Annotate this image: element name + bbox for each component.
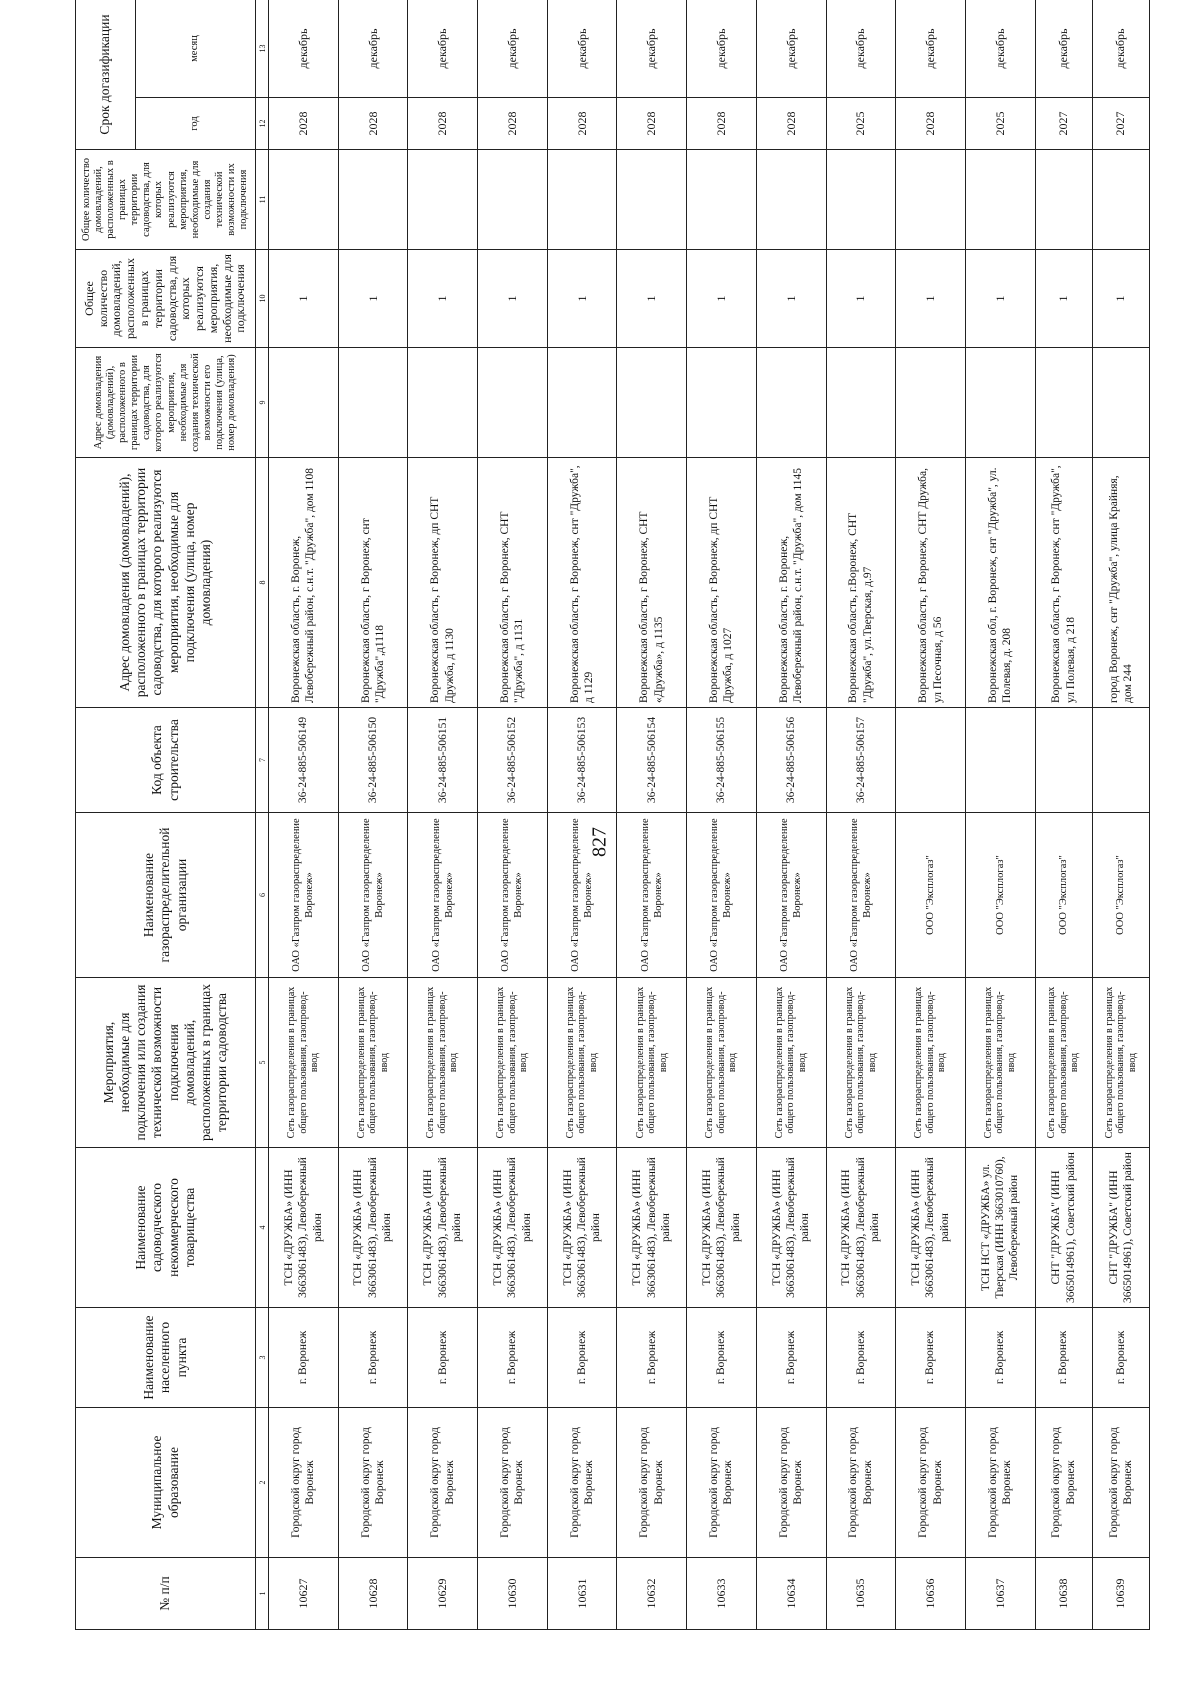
header-month: месяц bbox=[136, 0, 256, 98]
row-number: 10631 bbox=[547, 1558, 617, 1630]
month-cell: декабрь bbox=[896, 0, 966, 98]
count-connect-cell: 1 bbox=[896, 250, 966, 348]
object-code-cell bbox=[1035, 708, 1092, 813]
row-number: 10633 bbox=[687, 1558, 757, 1630]
table-row bbox=[269, 0, 339, 1630]
settlement-cell: г. Воронеж bbox=[896, 1308, 966, 1408]
gas-org-cell: ОАО «Газпром газораспределение Воронеж» bbox=[826, 813, 896, 978]
count-tech-cell bbox=[1035, 150, 1092, 250]
column-index-cell: 5 bbox=[256, 978, 269, 1148]
address-tech-cell bbox=[1092, 348, 1149, 458]
address-cell: Воронежская область, г. Воронеж, Левобережный район, с.н.т. "Дружба", дом 1145 bbox=[756, 458, 826, 708]
gas-org-cell: ООО "Эксплогаз" bbox=[965, 813, 1035, 978]
column-index-cell: 3 bbox=[256, 1308, 269, 1408]
table-row bbox=[408, 0, 478, 1630]
count-tech-cell bbox=[687, 150, 757, 250]
count-tech-cell bbox=[965, 150, 1035, 250]
measures-cell: Сеть газораспределения в границах общего пользования, газопровод-ввод bbox=[826, 978, 896, 1148]
object-code-cell: 36-24-885-506155 bbox=[687, 708, 757, 813]
measures-cell: Сеть газораспределения в границах общего пользования, газопровод-ввод bbox=[965, 978, 1035, 1148]
month-cell: декабрь bbox=[1035, 0, 1092, 98]
column-index-cell: 12 bbox=[256, 98, 269, 150]
address-cell: Воронежская область, г. Воронеж, Левобережный район, с.н.т. "Дружба", дом 1108 bbox=[269, 458, 339, 708]
address-cell: Воронежская область, г.Воронеж, СНТ "Дружба", ул.Тверская, д.97 bbox=[826, 458, 896, 708]
partnership-cell: СНТ "ДРУЖБА" (ИНН 3665014961), Советский район bbox=[1092, 1148, 1149, 1308]
gas-org-cell: ОАО «Газпром газораспределение Воронеж» bbox=[547, 813, 617, 978]
address-tech-cell bbox=[478, 348, 548, 458]
measures-cell: Сеть газораспределения в границах общего пользования, газопровод-ввод bbox=[269, 978, 339, 1148]
address-tech-cell bbox=[687, 348, 757, 458]
gas-org-cell: ОАО «Газпром газораспределение Воронеж» bbox=[338, 813, 408, 978]
row-number: 10636 bbox=[896, 1558, 966, 1630]
partnership-cell: ТСН «ДРУЖБА» (ИНН 3663061483), Левобережный район bbox=[826, 1148, 896, 1308]
address-tech-cell bbox=[965, 348, 1035, 458]
object-code-cell: 36-24-885-506153 bbox=[547, 708, 617, 813]
count-tech-cell bbox=[896, 150, 966, 250]
partnership-cell: ТСН «ДРУЖБА» (ИНН 3663061483), Левобережный район bbox=[408, 1148, 478, 1308]
year-cell: 2028 bbox=[896, 98, 966, 150]
row-number: 10639 bbox=[1092, 1558, 1149, 1630]
table-row bbox=[547, 0, 617, 1630]
partnership-cell: ТСН «ДРУЖБА» (ИНН 3663061483), Левобережный район bbox=[617, 1148, 687, 1308]
municipality-cell: Городской округ город Воронеж bbox=[269, 1408, 339, 1558]
table-row bbox=[1092, 0, 1149, 1630]
measures-cell: Сеть газораспределения в границах общего пользования, газопровод-ввод bbox=[408, 978, 478, 1148]
partnership-cell: ТСН «ДРУЖБА» (ИНН 3663061483), Левобережный район bbox=[338, 1148, 408, 1308]
count-tech-cell bbox=[408, 150, 478, 250]
measures-cell: Сеть газораспределения в границах общего пользования, газопровод-ввод bbox=[896, 978, 966, 1148]
object-code-cell bbox=[1092, 708, 1149, 813]
row-number: 10628 bbox=[338, 1558, 408, 1630]
row-number: 10632 bbox=[617, 1558, 687, 1630]
count-connect-cell: 1 bbox=[1035, 250, 1092, 348]
column-index-cell: 2 bbox=[256, 1408, 269, 1558]
settlement-cell: г. Воронеж bbox=[269, 1308, 339, 1408]
year-cell: 2028 bbox=[687, 98, 757, 150]
header-partnership: Наименование садоводческого некоммерческого товарищества bbox=[76, 1148, 256, 1308]
column-index-cell: 11 bbox=[256, 150, 269, 250]
municipality-cell: Городской округ город Воронеж bbox=[547, 1408, 617, 1558]
object-code-cell: 36-24-885-506157 bbox=[826, 708, 896, 813]
object-code-cell: 36-24-885-506149 bbox=[269, 708, 339, 813]
count-connect-cell: 1 bbox=[547, 250, 617, 348]
partnership-cell: СНТ "ДРУЖБА" (ИНН 3665014961), Советский район bbox=[1035, 1148, 1092, 1308]
measures-cell: Сеть газораспределения в границах общего пользования, газопровод-ввод bbox=[547, 978, 617, 1148]
header-address-tech: Адрес домовладения (домовладений), расположенного в границах территории садоводства, для которого реализуются мероприятия, необходимые для создания технической возможности его подключения (улица, номер домовладения) bbox=[76, 348, 256, 458]
column-index-cell: 8 bbox=[256, 458, 269, 708]
municipality-cell: Городской округ город Воронеж bbox=[965, 1408, 1035, 1558]
settlement-cell: г. Воронеж bbox=[617, 1308, 687, 1408]
municipality-cell: Городской округ город Воронеж bbox=[1092, 1408, 1149, 1558]
gas-org-cell: ОАО «Газпром газораспределение Воронеж» bbox=[617, 813, 687, 978]
month-cell: декабрь bbox=[547, 0, 617, 98]
count-tech-cell bbox=[826, 150, 896, 250]
month-cell: декабрь bbox=[756, 0, 826, 98]
partnership-cell: ТСН «ДРУЖБА» (ИНН 3663061483), Левобережный район bbox=[269, 1148, 339, 1308]
count-tech-cell bbox=[756, 150, 826, 250]
settlement-cell: г. Воронеж bbox=[1092, 1308, 1149, 1408]
count-connect-cell: 1 bbox=[269, 250, 339, 348]
header-measures: Мероприятия, необходимые для подключения или создания технической возможности подключения домовладений, расположенных в границах территории садоводства bbox=[76, 978, 256, 1148]
address-cell: Воронежская область, г Воронеж, СНТ Дружба, ул Песочная, д 56 bbox=[896, 458, 966, 708]
table-row bbox=[896, 0, 966, 1630]
rotated-table-container bbox=[75, 14, 1150, 1630]
address-tech-cell bbox=[408, 348, 478, 458]
measures-cell: Сеть газораспределения в границах общего пользования, газопровод-ввод bbox=[756, 978, 826, 1148]
table-row bbox=[826, 0, 896, 1630]
object-code-cell: 36-24-885-506150 bbox=[338, 708, 408, 813]
settlement-cell: г. Воронеж bbox=[338, 1308, 408, 1408]
address-tech-cell bbox=[896, 348, 966, 458]
count-connect-cell: 1 bbox=[617, 250, 687, 348]
measures-cell: Сеть газораспределения в границах общего пользования, газопровод-ввод bbox=[338, 978, 408, 1148]
table-row bbox=[1035, 0, 1092, 1630]
year-cell: 2028 bbox=[547, 98, 617, 150]
measures-cell: Сеть газораспределения в границах общего пользования, газопровод-ввод bbox=[1035, 978, 1092, 1148]
count-tech-cell bbox=[547, 150, 617, 250]
municipality-cell: Городской округ город Воронеж bbox=[1035, 1408, 1092, 1558]
municipality-cell: Городской округ город Воронеж bbox=[478, 1408, 548, 1558]
table-row bbox=[338, 0, 408, 1630]
address-cell: Воронежская область, г Воронеж, снт "Дружба", д 1129 bbox=[547, 458, 617, 708]
page-number: 827 bbox=[588, 827, 611, 857]
header-municipality: Муниципальное образование bbox=[76, 1408, 256, 1558]
year-cell: 2028 bbox=[617, 98, 687, 150]
row-number: 10638 bbox=[1035, 1558, 1092, 1630]
table-row bbox=[965, 0, 1035, 1630]
count-connect-cell: 1 bbox=[338, 250, 408, 348]
municipality-cell: Городской округ город Воронеж bbox=[756, 1408, 826, 1558]
count-connect-cell: 1 bbox=[965, 250, 1035, 348]
year-cell: 2028 bbox=[338, 98, 408, 150]
row-number: 10634 bbox=[756, 1558, 826, 1630]
address-tech-cell bbox=[338, 348, 408, 458]
table-row bbox=[617, 0, 687, 1630]
header-year: год bbox=[136, 98, 256, 150]
header-num: № п/п bbox=[76, 1558, 256, 1630]
count-connect-cell: 1 bbox=[408, 250, 478, 348]
year-cell: 2027 bbox=[1092, 98, 1149, 150]
month-cell: декабрь bbox=[1092, 0, 1149, 98]
month-cell: декабрь bbox=[826, 0, 896, 98]
month-cell: декабрь bbox=[965, 0, 1035, 98]
row-number: 10630 bbox=[478, 1558, 548, 1630]
address-tech-cell bbox=[756, 348, 826, 458]
address-cell: Воронежская область, г Воронеж, дп СНТ Дружба, д 1130 bbox=[408, 458, 478, 708]
gas-org-cell: ОАО «Газпром газораспределение Воронеж» bbox=[408, 813, 478, 978]
settlement-cell: г. Воронеж bbox=[687, 1308, 757, 1408]
object-code-cell bbox=[896, 708, 966, 813]
address-tech-cell bbox=[269, 348, 339, 458]
municipality-cell: Городской округ город Воронеж bbox=[338, 1408, 408, 1558]
object-code-cell: 36-24-885-506156 bbox=[756, 708, 826, 813]
count-connect-cell: 1 bbox=[478, 250, 548, 348]
gas-org-cell: ОАО «Газпром газораспределение Воронеж» bbox=[269, 813, 339, 978]
header-settlement: Наименование населенного пункта bbox=[76, 1308, 256, 1408]
measures-cell: Сеть газораспределения в границах общего пользования, газопровод-ввод bbox=[478, 978, 548, 1148]
address-cell: Воронежская область, г Воронеж, снт "Дружба",д1118 bbox=[338, 458, 408, 708]
month-cell: декабрь bbox=[478, 0, 548, 98]
table-body bbox=[269, 0, 1150, 1630]
header-deadline: Срок догазификации bbox=[76, 0, 136, 150]
gas-org-cell: ООО "Эксплогаз" bbox=[896, 813, 966, 978]
settlement-cell: г. Воронеж bbox=[1035, 1308, 1092, 1408]
year-cell: 2025 bbox=[826, 98, 896, 150]
gas-org-cell: ООО "Эксплогаз" bbox=[1035, 813, 1092, 978]
settlement-cell: г. Воронеж bbox=[547, 1308, 617, 1408]
measures-cell: Сеть газораспределения в границах общего пользования, газопровод-ввод bbox=[687, 978, 757, 1148]
count-tech-cell bbox=[1092, 150, 1149, 250]
address-cell: Воронежская область, г Воронеж, дп СНТ Дружба, д 1027 bbox=[687, 458, 757, 708]
table-row bbox=[756, 0, 826, 1630]
partnership-cell: ТСН «ДРУЖБА» (ИНН 3663061483), Левобережный район bbox=[756, 1148, 826, 1308]
year-cell: 2028 bbox=[408, 98, 478, 150]
municipality-cell: Городской округ город Воронеж bbox=[408, 1408, 478, 1558]
municipality-cell: Городской округ город Воронеж bbox=[826, 1408, 896, 1558]
count-tech-cell bbox=[478, 150, 548, 250]
object-code-cell: 36-24-885-506152 bbox=[478, 708, 548, 813]
address-tech-cell bbox=[617, 348, 687, 458]
settlement-cell: г. Воронеж bbox=[756, 1308, 826, 1408]
address-cell: Воронежская область, г Воронеж, СНТ «Дружба», д 1135 bbox=[617, 458, 687, 708]
measures-cell: Сеть газораспределения в границах общего пользования, газопровод-ввод bbox=[1092, 978, 1149, 1148]
settlement-cell: г. Воронеж bbox=[826, 1308, 896, 1408]
municipality-cell: Городской округ город Воронеж bbox=[896, 1408, 966, 1558]
address-cell: Воронежская область, г Воронеж, СНТ "Дружба", д 1131 bbox=[478, 458, 548, 708]
gas-org-cell: ОАО «Газпром газораспределение Воронеж» bbox=[478, 813, 548, 978]
partnership-cell: ТСН «ДРУЖБА» (ИНН 3663061483), Левобережный район bbox=[687, 1148, 757, 1308]
month-cell: декабрь bbox=[269, 0, 339, 98]
address-tech-cell bbox=[547, 348, 617, 458]
table-row bbox=[478, 0, 548, 1630]
month-cell: декабрь bbox=[338, 0, 408, 98]
municipality-cell: Городской округ город Воронеж bbox=[687, 1408, 757, 1558]
object-code-cell: 36-24-885-506154 bbox=[617, 708, 687, 813]
address-cell: Воронежская обл, г. Воронеж, снт "Дружба", ул. Полевая, д. 208 bbox=[965, 458, 1035, 708]
address-tech-cell bbox=[826, 348, 896, 458]
settlement-cell: г. Воронеж bbox=[408, 1308, 478, 1408]
count-connect-cell: 1 bbox=[687, 250, 757, 348]
year-cell: 2025 bbox=[965, 98, 1035, 150]
column-index-cell: 1 bbox=[256, 1558, 269, 1630]
header-count-connect: Общее количество домовладений, расположенных в границах территории садоводства, для которых реализуются мероприятия, необходимые для подключения bbox=[76, 250, 256, 348]
count-tech-cell bbox=[338, 150, 408, 250]
column-index-cell: 4 bbox=[256, 1148, 269, 1308]
row-number: 10637 bbox=[965, 1558, 1035, 1630]
settlement-cell: г. Воронеж bbox=[965, 1308, 1035, 1408]
address-cell: Воронежская область, г Воронеж, снт "Дружба", ул Полевая, д 218 bbox=[1035, 458, 1092, 708]
count-connect-cell: 1 bbox=[1092, 250, 1149, 348]
year-cell: 2028 bbox=[478, 98, 548, 150]
column-index-cell: 6 bbox=[256, 813, 269, 978]
partnership-cell: ТСН НСТ «ДРУЖБА» ул. Тверская (ИНН 3663010760), Левобережный район bbox=[965, 1148, 1035, 1308]
count-connect-cell: 1 bbox=[756, 250, 826, 348]
column-index-cell: 7 bbox=[256, 708, 269, 813]
municipality-cell: Городской округ город Воронеж bbox=[617, 1408, 687, 1558]
header-count-tech: Общее количество домовладений, расположенных в границах территории садоводства, для которых реализуются мероприятия, необходимые для создания технической возможности их подключения bbox=[76, 150, 256, 250]
count-connect-cell: 1 bbox=[826, 250, 896, 348]
column-index-cell: 9 bbox=[256, 348, 269, 458]
address-tech-cell bbox=[1035, 348, 1092, 458]
header-object-code: Код объекта строительства bbox=[76, 708, 256, 813]
object-code-cell bbox=[965, 708, 1035, 813]
year-cell: 2028 bbox=[756, 98, 826, 150]
partnership-cell: ТСН «ДРУЖБА» (ИНН 3663061483), Левобережный район bbox=[547, 1148, 617, 1308]
column-index-cell: 13 bbox=[256, 0, 269, 98]
gas-org-cell: ОАО «Газпром газораспределение Воронеж» bbox=[687, 813, 757, 978]
column-index-row bbox=[256, 0, 269, 1630]
partnership-cell: ТСН «ДРУЖБА» (ИНН 3663061483), Левобережный район bbox=[896, 1148, 966, 1308]
count-tech-cell bbox=[617, 150, 687, 250]
row-number: 10627 bbox=[269, 1558, 339, 1630]
header-gas-org: Наименование газораспределительной организации bbox=[76, 813, 256, 978]
year-cell: 2027 bbox=[1035, 98, 1092, 150]
object-code-cell: 36-24-885-506151 bbox=[408, 708, 478, 813]
settlement-cell: г. Воронеж bbox=[478, 1308, 548, 1408]
table-row bbox=[687, 0, 757, 1630]
count-tech-cell bbox=[269, 150, 339, 250]
column-index-cell: 10 bbox=[256, 250, 269, 348]
month-cell: декабрь bbox=[687, 0, 757, 98]
row-number: 10629 bbox=[408, 1558, 478, 1630]
address-cell: город Воронеж, снт "Дружба", улица Крайняя, дом 244 bbox=[1092, 458, 1149, 708]
row-number: 10635 bbox=[826, 1558, 896, 1630]
measures-cell: Сеть газораспределения в границах общего пользования, газопровод-ввод bbox=[617, 978, 687, 1148]
month-cell: декабрь bbox=[408, 0, 478, 98]
month-cell: декабрь bbox=[617, 0, 687, 98]
header-address: Адрес домовладения (домовладений), расположенного в границах территории садоводства, для которого реализуются мероприятия, необходимые для подключения (улица, номер домовладения) bbox=[76, 458, 256, 708]
gas-org-cell: ООО "Эксплогаз" bbox=[1092, 813, 1149, 978]
gasification-table bbox=[75, 0, 1150, 1630]
year-cell: 2028 bbox=[269, 98, 339, 150]
gas-org-cell: ОАО «Газпром газораспределение Воронеж» bbox=[756, 813, 826, 978]
partnership-cell: ТСН «ДРУЖБА» (ИНН 3663061483), Левобережный район bbox=[478, 1148, 548, 1308]
